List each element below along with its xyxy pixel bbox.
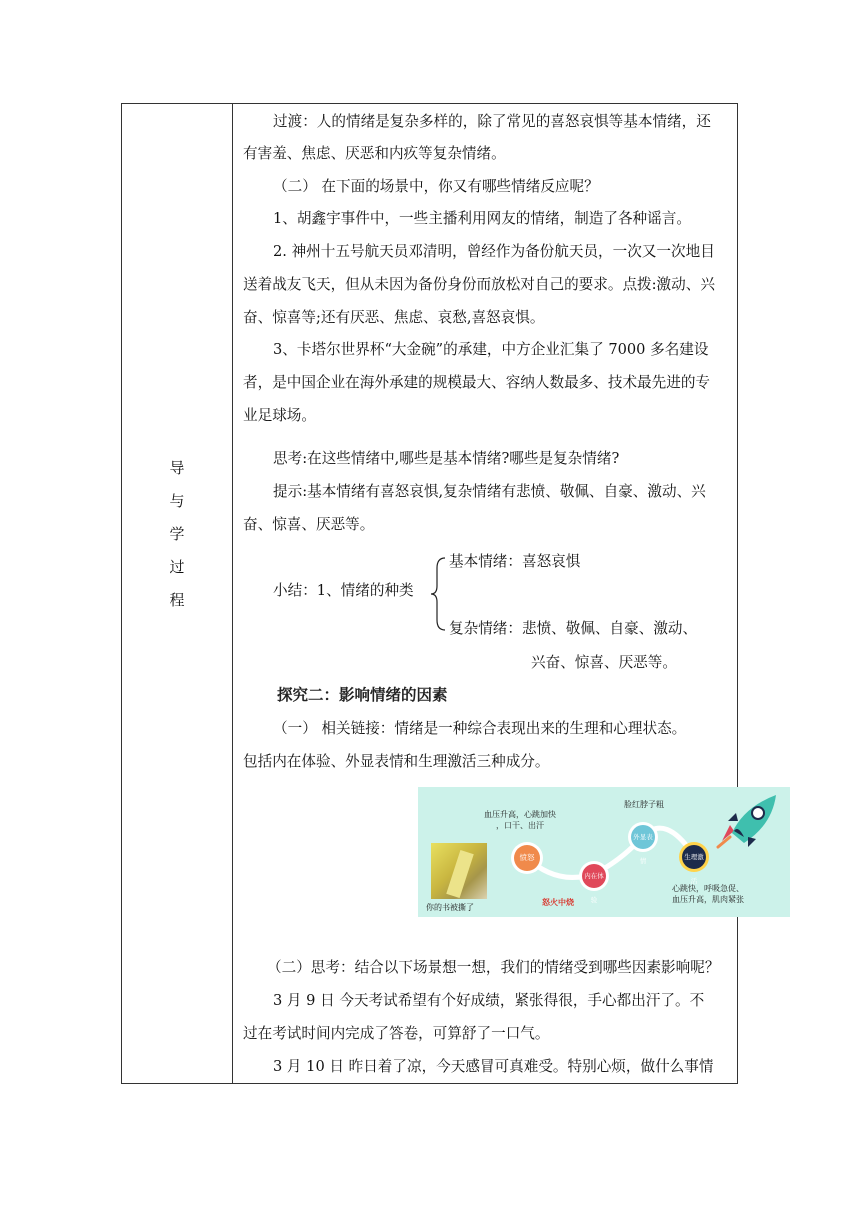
column-divider xyxy=(232,104,233,1083)
anger-node: 愤怒 xyxy=(514,845,540,871)
rocket-icon xyxy=(714,791,786,851)
scenario-item: 1、胡鑫宇事件中，一些主播利用网友的情绪，制造了各种谣言。 xyxy=(273,210,691,227)
physio-activation-node: 生理激活 xyxy=(682,845,706,869)
complex-emotions: 兴奋、惊喜、厌恶等。 xyxy=(531,654,677,671)
scenario-item: 3、卡塔尔世界杯“大金碗”的承建，中方企业汇集了 7000 多名建设 xyxy=(273,341,709,358)
diary-entry-mar9: 3 月 9 日 今天考试希望有个好成绩，紧张得很，手心都出汗了。不 xyxy=(273,992,705,1009)
section-char: 导 xyxy=(169,459,185,477)
diary-entry-mar9: 过在考试时间内完成了答卷，可算舒了一口气。 xyxy=(243,1025,550,1042)
lesson-table xyxy=(121,103,744,1084)
hint-text: 提示:基本情绪有喜怒哀惧,复杂情绪有悲愤、敬佩、自豪、激动、兴 xyxy=(273,483,706,500)
explore2-title: 探究二：影响情绪的因素 xyxy=(277,686,448,704)
scenario-item: 业足球场。 xyxy=(243,407,316,424)
complex-emotions: 复杂情绪：悲愤、敬佩、自豪、激动、 xyxy=(449,620,698,637)
section-title: （二） 在下面的场景中，你又有哪些情绪反应呢？ xyxy=(273,178,599,195)
scenario-item: 2. 神州十五号航天员邓清明，曾经作为备份航天员，一次又一次地目 xyxy=(273,243,715,260)
section-char: 与 xyxy=(169,492,185,510)
think2-question: （二）思考：结合以下场景想一想，我们的情绪受到哪些因素影响呢？ xyxy=(267,959,720,976)
fire-label: 怒火中烧 xyxy=(542,898,574,907)
section-label-column xyxy=(122,104,232,1083)
emotion-diagram xyxy=(418,787,790,917)
diary-entry-mar10: 3 月 10 日 昨日着了凉，今天感冒可真难受。特别心烦，做什么事情 xyxy=(273,1058,714,1075)
section-char: 学 xyxy=(169,525,185,543)
basic-emotions: 基本情绪：喜怒哀惧 xyxy=(449,553,581,570)
section-char: 程 xyxy=(169,591,185,609)
inner-experience-node: 内在体验 xyxy=(582,864,606,888)
transition-text: 过渡：人的情绪是复杂多样的，除了常见的喜怒哀惧等基本情绪，还 xyxy=(273,113,711,130)
think-question: 思考:在这些情绪中,哪些是基本情绪?哪些是复杂情绪? xyxy=(273,450,620,467)
outer-expression-node: 外显表情 xyxy=(631,825,655,849)
facial-label: 脸红脖子粗 xyxy=(624,800,664,809)
hint-text: 奋、惊喜、厌恶等。 xyxy=(243,516,375,533)
book-caption: 你的书被撕了 xyxy=(426,903,474,912)
scenario-item: 奋、惊喜等;还有厌恶、焦虑、哀愁,喜怒哀惧。 xyxy=(243,309,545,326)
body-signs-label: 心跳快，呼吸急促、 血压升高，肌肉紧张 xyxy=(672,884,744,904)
section-char: 过 xyxy=(169,558,185,576)
scenario-item: 者，是中国企业在海外承建的规模最大、容纳人数最多、技术最先进的专 xyxy=(243,374,711,391)
scenario-item: 送着战友飞天，但从未因为备份身份而放松对自己的要求。点拨:激动、兴 xyxy=(243,276,715,293)
summary-label: 小结：1、情绪的种类 xyxy=(273,582,414,599)
transition-text: 有害羞、焦虑、厌恶和内疚等复杂情绪。 xyxy=(243,145,506,162)
related-link-text: 包括内在体验、外显表情和生理激活三种成分。 xyxy=(243,753,550,770)
torn-book-photo xyxy=(431,843,487,899)
related-link-text: （一） 相关链接：情绪是一种综合表现出来的生理和心理状态。 xyxy=(273,720,687,737)
anger-signs-label: 血压升高，心跳加快 ，口干、出汗 xyxy=(484,810,556,830)
brace-icon xyxy=(429,556,447,632)
